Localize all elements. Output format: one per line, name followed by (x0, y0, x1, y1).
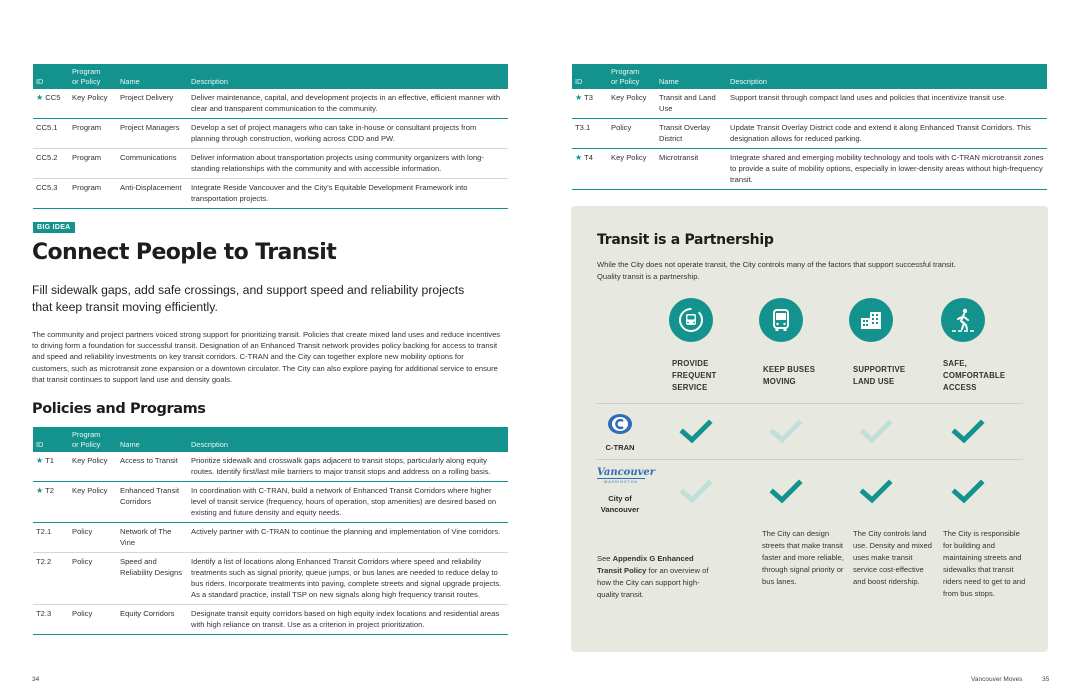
table-row: T2.3 Policy Equity Corridors Designate transit equity corridors based on high equity index locations and residential areas with high reliance on transit. Use as a criterion in project prioritization. (33, 605, 508, 635)
star-icon: ★ (575, 153, 583, 162)
city-check-1 (769, 479, 803, 505)
table-policies (33, 427, 508, 635)
col-program: Program or Policy (69, 427, 117, 452)
body-text: The community and project partners voiced strong support for prioritizing transit. Policies that create mixed land uses and reduce incentives to driving form a foundation for successful transit. Designation of an Enhanced Transit network provides policy backing for access to transit and speed and reliability investments on key transit corridors. C-TRAN and the City can together explore new mobility options for customers, such as microtransit zone expansion or a downtown circulator. The City can also explore paying for additional service to ensure that transit continues to support land use and density goals. (32, 330, 501, 384)
table-row: T2.1 Policy Network of The Vine Actively partner with C-TRAN to continue the planning and implementation of Vine corridors. (33, 523, 508, 553)
desc-safe-access: The City is responsible for building and maintaining streets and sidewalks that transit riders need to get to and from bus stops. (943, 529, 1026, 598)
divider (597, 403, 1023, 404)
table-row: CC5.3 Program Anti-Displacement Integrate Reside Vancouver and the City's Equitable Development Framework into transportation projects. (33, 179, 508, 209)
pedestrian-icon (941, 298, 985, 342)
policies-heading: Policies and Programs (32, 401, 206, 417)
table-row: ★ T3 Key Policy Transit and Land Use Support transit through compact land uses and policies that incentivize transit use. (572, 89, 1047, 119)
ctran-check-1 (769, 419, 803, 445)
star-icon: ★ (36, 456, 44, 465)
see-appendix-note: See Appendix G Enhanced Transit Policy for an overview of how the City can support high-quality transit. (597, 554, 709, 599)
panel-title: Transit is a Partnership (597, 232, 774, 248)
star-icon: ★ (36, 93, 44, 102)
buildings-icon (849, 298, 893, 342)
col-id: ID (33, 427, 69, 452)
city-check-2 (859, 479, 893, 505)
ctran-check-3 (951, 419, 985, 445)
col-program: Program or Policy (69, 64, 117, 89)
divider (597, 459, 1023, 460)
desc-supportive-land-use: The City controls land use. Density and mixed uses make transit service cost-effective and boost ridership. (853, 529, 932, 586)
col-label-keep-buses-moving: KEEP BUSES MOVING (763, 365, 816, 386)
col-description: Description (188, 64, 508, 89)
city-check-3 (951, 479, 985, 505)
table-row: CC5.2 Program Communications Deliver information about transportation projects using community organizers with long-standing relationships with the community and with accessible information. (33, 149, 508, 179)
ctran-check-0 (679, 419, 713, 445)
table-row: T2.2 Policy Speed and Reliability Designs Identify a list of locations along Enhanced Transit Corridors where speed and reliability treatments such as signal priority, queue jumps, or bus lanes are needed to reduce delay to bus riders. Incorporate treatments into paving, complete streets and signal upgrade projects. As a standard practice, install TSP on new signals along high frequency transit routes. (33, 553, 508, 605)
page-number-right: 35 (1042, 676, 1050, 683)
page-title: Connect People to Transit (32, 240, 337, 265)
col-name: Name (117, 64, 188, 89)
city-label: City of Vancouver (600, 494, 640, 514)
page-number-left: 34 (32, 676, 40, 683)
col-description: Description (188, 427, 508, 452)
col-name: Name (656, 64, 727, 89)
col-label-frequent-service: PROVIDE FREQUENT SERVICE (672, 359, 717, 392)
col-program: Program or Policy (608, 64, 656, 89)
table-top-left (33, 64, 508, 209)
big-idea-tag: BIG IDEA (33, 222, 75, 233)
star-icon: ★ (36, 486, 44, 495)
bus-icon (759, 298, 803, 342)
ctran-label: C-TRAN (605, 443, 635, 452)
ctran-check-2 (859, 419, 893, 445)
star-icon: ★ (575, 93, 583, 102)
city-check-0 (679, 479, 713, 505)
table-row: ★ T4 Key Policy Microtransit Integrate shared and emerging mobility technology and tools with C-TRAN microtransit zones to provide a suite of mobility options, especially in lower-density areas without high-frequency transit. (572, 149, 1047, 190)
table-row: T3.1 Policy Transit Overlay District Update Transit Overlay District code and extend it along Enhanced Transit Corridors. This designation allows for reduced parking. (572, 119, 1047, 149)
col-name: Name (117, 427, 188, 452)
table-row: CC5.1 Program Project Managers Develop a set of project managers who can take in-house or consultant projects from planning through construction, working across CDD and PW. (33, 119, 508, 149)
table-row: ★ T2 Key Policy Enhanced Transit Corridors In coordination with C-TRAN, build a network of Enhanced Transit Corridors where higher level of transit service (frequency, hours of operation, stop amenities) are desired based on existing and future density and equity needs. (33, 482, 508, 523)
table-row: ★ T1 Key Policy Access to Transit Prioritize sidewalk and crosswalk gaps adjacent to transit stops, particularly along equity routes. Identify first/last mile barriers to major transit stops and address on a rolling basis. (33, 452, 508, 482)
col-label-supportive-land-use: SUPPORTIVE LAND USE (853, 365, 906, 386)
col-description: Description (727, 64, 1047, 89)
table-top-right (572, 64, 1047, 190)
partnership-panel (571, 206, 1048, 652)
col-id: ID (572, 64, 608, 89)
footer-doc-title: Vancouver Moves (971, 676, 1023, 683)
col-id: ID (33, 64, 69, 89)
vancouver-logo-icon: Vancouver WASHINGTON (597, 467, 656, 484)
ctran-logo-icon (607, 413, 633, 435)
lede: Fill sidewalk gaps, add safe crossings, and support speed and reliability projects that keep transit moving efficiently. (32, 283, 465, 314)
desc-keep-buses-moving: The City can design streets that make transit faster and more reliable, through signal priority or bus lanes. (762, 529, 844, 586)
col-label-safe-access: SAFE, COMFORTABLE ACCESS (943, 359, 1006, 392)
frequent-service-icon (669, 298, 713, 342)
panel-intro: While the City does not operate transit, the City controls many of the factors that support successful transit. Quality transit is a partnership. (597, 260, 956, 281)
table-row: ★ CC5 Key Policy Project Delivery Deliver maintenance, capital, and development projects in an effective, efficient manner with clear and transparent communication to the community. (33, 89, 508, 119)
